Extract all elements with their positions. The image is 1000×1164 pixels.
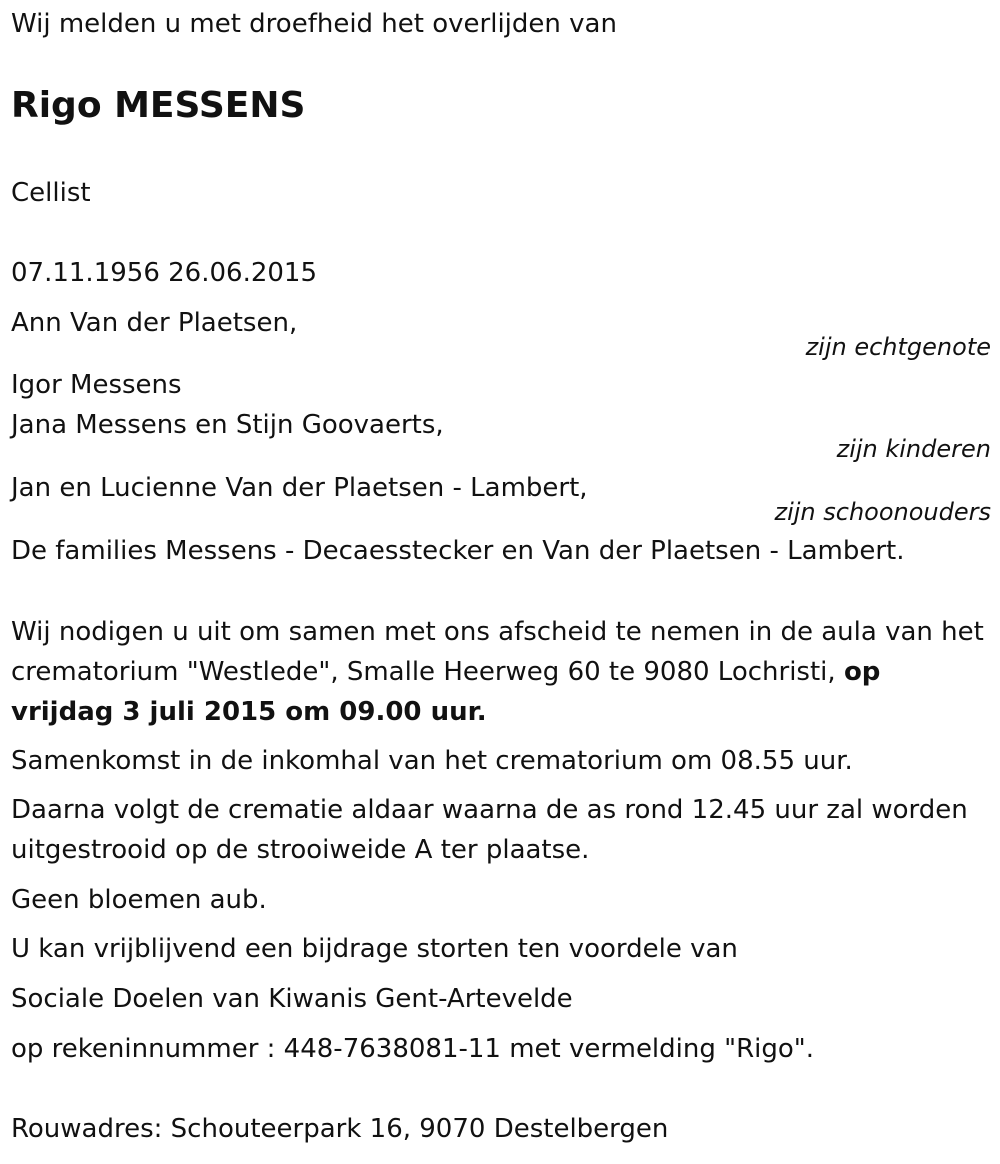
mourning-address: Rouwadres: Schouteerpark 16, 9070 Destelbergen	[11, 1114, 669, 1144]
spouse-name: Ann Van der Plaetsen,	[11, 308, 298, 338]
life-dates: 07.11.1956 26.06.2015	[11, 258, 317, 288]
children-relation: zijn kinderen	[836, 435, 991, 463]
parents-in-law-relation: zijn schoonouders	[774, 498, 991, 526]
gathering-text: Samenkomst in de inkomhal van het crematorium om 08.55 uur.	[11, 746, 853, 776]
no-flowers-text: Geen bloemen aub.	[11, 885, 267, 915]
child-name: Igor Messens	[11, 370, 182, 400]
deceased-name: Rigo MESSENS	[11, 85, 306, 126]
account-number: op rekeninnummer : 448-7638081-11 met vermelding "Rigo".	[11, 1034, 815, 1064]
invitation-text: Wij nodigen u uit om samen met ons afscheid te nemen in de aula van het crematorium "Westlede", Smalle Heerweg 60 te 9080 Lochristi,	[11, 617, 984, 687]
donation-intro: U kan vrijblijvend een bijdrage storten ten voordele van	[11, 934, 738, 964]
charity-name: Sociale Doelen van Kiwanis Gent-Artevelde	[11, 984, 573, 1014]
occupation: Cellist	[11, 178, 91, 208]
cremation-text: Daarna volgt de crematie aldaar waarna de as rond 12.45 uur zal worden uitgestrooid op de strooiweide A ter plaatse.	[11, 795, 968, 865]
parents-in-law-name: Jan en Lucienne Van der Plaetsen - Lambert,	[11, 473, 588, 503]
families-text: De families Messens - Decaesstecker en Van der Plaetsen - Lambert.	[11, 536, 905, 566]
child-name: Jana Messens en Stijn Goovaerts,	[11, 410, 444, 440]
invitation-paragraph	[11, 612, 991, 732]
intro-text: Wij melden u met droefheid het overlijden van	[11, 9, 617, 39]
spouse-relation: zijn echtgenote	[805, 333, 991, 361]
ceremony-datetime: op vrijdag 3 juli 2015 om 09.00 uur.	[11, 657, 881, 727]
